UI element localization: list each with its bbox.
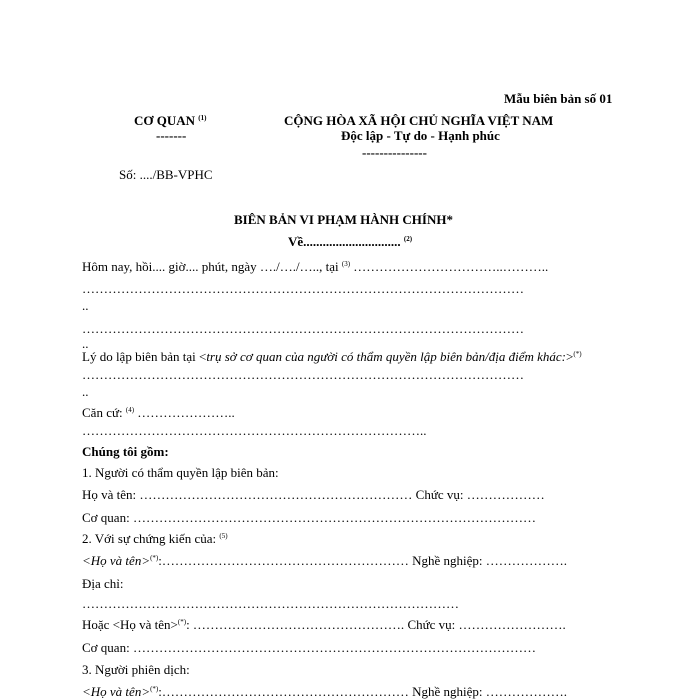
agency-line: Cơ quan: ………………………………………………………………………………… xyxy=(82,640,536,655)
document-title: BIÊN BẢN VI PHẠM HÀNH CHÍNH* xyxy=(234,212,453,227)
motto-dashes: --------------- xyxy=(362,145,427,160)
dotted-line-short: .. xyxy=(82,298,89,313)
document-number: Số: ..../BB-VPHC xyxy=(119,167,213,182)
dotted-line: ………………………………………………………………………………………… xyxy=(82,367,524,382)
basis-line: Căn cứ: $^{(4)}$ ………………….. xyxy=(82,405,235,420)
section-2-heading: 2. Với sự chứng kiến của: $^{(5)}$ xyxy=(82,531,228,546)
address-label: Địa chỉ: xyxy=(82,576,124,591)
translator-line: <Họ và tên>(*):………………………………………………… Nghề nghiệp: ………………. xyxy=(82,684,568,699)
dotted-line-short: .. xyxy=(82,384,89,399)
section-3-heading: 3. Người phiên dịch: xyxy=(82,662,190,677)
basis-dotted-line: …………………………………………………………………….. xyxy=(82,423,427,438)
address-dotted-line: …………………………………………………………………………… xyxy=(82,596,459,611)
dotted-line-short: .. xyxy=(82,336,89,351)
we-include-heading: Chúng tôi gồm: xyxy=(82,444,169,459)
reason-line: Lý do lập biên bản tại <trụ sở cơ quan của người có thẩm quyền lập biên bản/địa điểm khác:>(*) xyxy=(82,349,582,364)
agency-dashes: ------- xyxy=(156,128,187,143)
document-subject: Về.............................. $^{(2)}$ xyxy=(288,234,413,249)
form-number: Mẫu biên bản số 01 xyxy=(504,91,613,106)
witness-line: <Họ và tên>(*):………………………………………………… Nghề nghiệp: ………………. xyxy=(82,553,568,568)
or-witness-line: Hoặc <Họ và tên>(*): …………………………………………. Chức vụ: ……………………. xyxy=(82,617,566,632)
intro-line: Hôm nay, hồi.... giờ.... phút, ngày …./…./….., tại $^{(3)}$ ……………………………..……….. xyxy=(82,259,549,274)
agency-label: CƠ QUAN $^{(1)}$ xyxy=(134,113,207,128)
agency-line: Cơ quan: ………………………………………………………………………………… xyxy=(82,510,536,525)
country-header: CỘNG HÒA XÃ HỘI CHỦ NGHĨA VIỆT NAM xyxy=(284,113,554,128)
dotted-line: ………………………………………………………………………………………… xyxy=(82,321,524,336)
motto: Độc lập - Tự do - Hạnh phúc xyxy=(341,128,500,143)
dotted-line: ………………………………………………………………………………………… xyxy=(82,281,524,296)
section-1-heading: 1. Người có thẩm quyền lập biên bản: xyxy=(82,465,279,480)
name-title-line: Họ và tên: ……………………………………………………… Chức vụ: ……………… xyxy=(82,487,545,502)
